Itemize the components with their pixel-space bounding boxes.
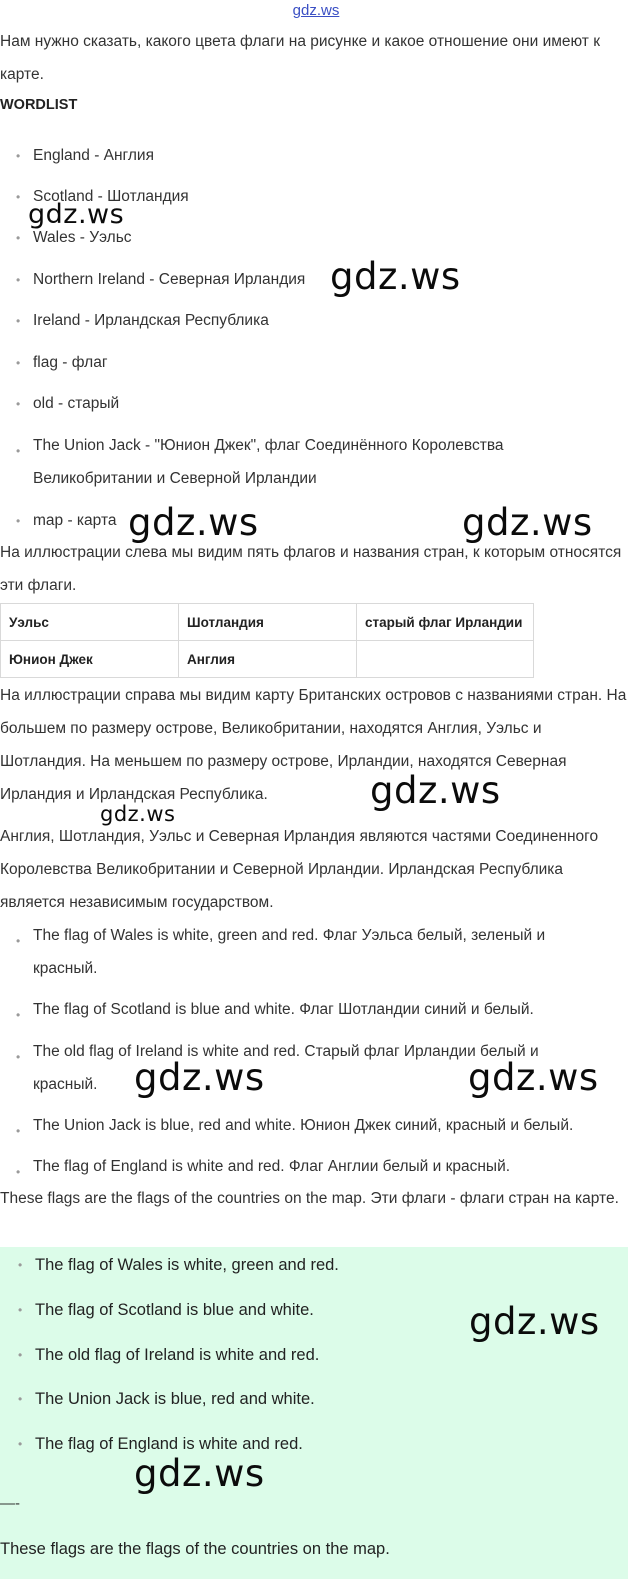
list-item: • The Union Jack is blue, red and white. Юнион Джек синий, красный и белый. [0, 1109, 573, 1142]
watermark: gdz.ws [469, 1300, 600, 1343]
bullet-icon: • [16, 1124, 21, 1138]
list-item: • The flag of Wales is white, green and red. [18, 1256, 339, 1274]
left-illustration-paragraph: На иллюстрации слева мы видим пять флагов и названия стран, к которым относятся эти флаги. [0, 544, 622, 594]
flags-table [0, 603, 534, 678]
list-item: • old - старый [16, 395, 120, 412]
watermark: gdz.ws [134, 1056, 265, 1099]
intro-paragraph: Нам нужно сказать, какого цвета флаги на рисунке и какое отношение они имеют к карте. [0, 33, 600, 83]
table-row [1, 604, 534, 641]
bullet-icon: • [18, 1437, 23, 1451]
bullet-icon: • [16, 444, 21, 458]
bullet-icon: • [16, 1008, 21, 1022]
watermark: gdz.ws [370, 769, 501, 812]
watermark: gdz.ws [100, 802, 176, 826]
bullet-icon: • [16, 397, 21, 411]
list-item: • The old flag of Ireland is white and red. Старый флаг Ирландии белый и красный. [16, 1043, 539, 1093]
watermark: gdz.ws [468, 1056, 599, 1099]
list-item: • Wales - Уэльс [16, 229, 132, 246]
bullet-icon: • [16, 1050, 21, 1064]
table-cell: старый флаг Ирландии [357, 604, 534, 641]
bullet-icon: • [18, 1392, 23, 1406]
bullet-icon: • [18, 1348, 23, 1362]
bullet-icon: • [16, 314, 21, 328]
uk-paragraph: Англия, Шотландия, Уэльс и Северная Ирландия являются частями Соединенного Королевства Великобритании и Северной Ирландии. Ирландская Республика является независимым государством. [0, 828, 599, 911]
watermark: gdz.ws [28, 199, 125, 230]
bullet-icon: • [16, 514, 21, 528]
list-item: • The old flag of Ireland is white and red. [18, 1346, 320, 1364]
bullet-icon: • [16, 356, 21, 370]
watermark: gdz.ws [128, 501, 259, 544]
table-cell: Уэльс [1, 604, 179, 641]
watermark: gdz.ws [134, 1452, 265, 1495]
table-cell: Юнион Джек [1, 641, 179, 678]
bullet-icon: • [16, 231, 21, 245]
list-item: • Ireland - Ирландская Республика [16, 312, 269, 329]
list-item: • The flag of Wales is white, green and red. Флаг Уэльса белый, зеленый и красный. [16, 927, 546, 977]
wordlist-heading: WORDLIST [0, 97, 78, 113]
watermark: gdz.ws [330, 255, 461, 298]
list-item: • England - Англия [16, 147, 154, 164]
list-item: • The Union Jack is blue, red and white. [18, 1390, 315, 1408]
map-paragraph: These flags are the flags of the countries on the map. Эти флаги - флаги стран на карте. [0, 1190, 619, 1207]
list-item: • map - карта [16, 512, 117, 529]
bullet-icon: • [16, 1165, 21, 1179]
right-illustration-paragraph: На иллюстрации справа мы видим карту Британских островов с названиями стран. На большем по размеру острове, Великобритании, находятся Англия, Уэльс и Шотландия. На меньшем по размеру острове, Ирландии, находятся Северная Ирландия и Ирландская Республика. [0, 687, 627, 803]
bullet-icon: • [16, 190, 21, 204]
list-item: • flag - флаг [16, 354, 108, 371]
table-cell: Шотландия [179, 604, 357, 641]
list-item: • The flag of Scotland is blue and white. [18, 1301, 314, 1319]
bullet-icon: • [16, 149, 21, 163]
separator-dash: —- [0, 1495, 20, 1512]
final-sentence: These flags are the flags of the countries on the map. [0, 1540, 390, 1558]
bullet-icon: • [18, 1258, 23, 1272]
list-item: • The flag of England is white and red. [18, 1435, 303, 1453]
list-item: • The flag of England is white and red. Флаг Англии белый и красный. [0, 1150, 510, 1183]
bullet-icon: • [18, 1303, 23, 1317]
bullet-icon: • [16, 934, 21, 948]
list-item: • Northern Ireland - Северная Ирландия [16, 271, 306, 288]
table-cell: Англия [179, 641, 357, 678]
table-cell [357, 641, 534, 678]
list-item: • Scotland - Шотландия [16, 188, 189, 205]
site-link[interactable]: gdz.ws [292, 2, 340, 19]
table-row [1, 641, 534, 678]
answer-box [0, 1247, 628, 1579]
bullet-icon: • [16, 273, 21, 287]
list-item: • The Union Jack - "Юнион Джек", флаг Соединённого Королевства Великобритании и Северной Ирландии [16, 437, 504, 487]
watermark: gdz.ws [462, 501, 593, 544]
list-item: • The flag of Scotland is blue and white. Флаг Шотландии синий и белый. [0, 993, 534, 1026]
